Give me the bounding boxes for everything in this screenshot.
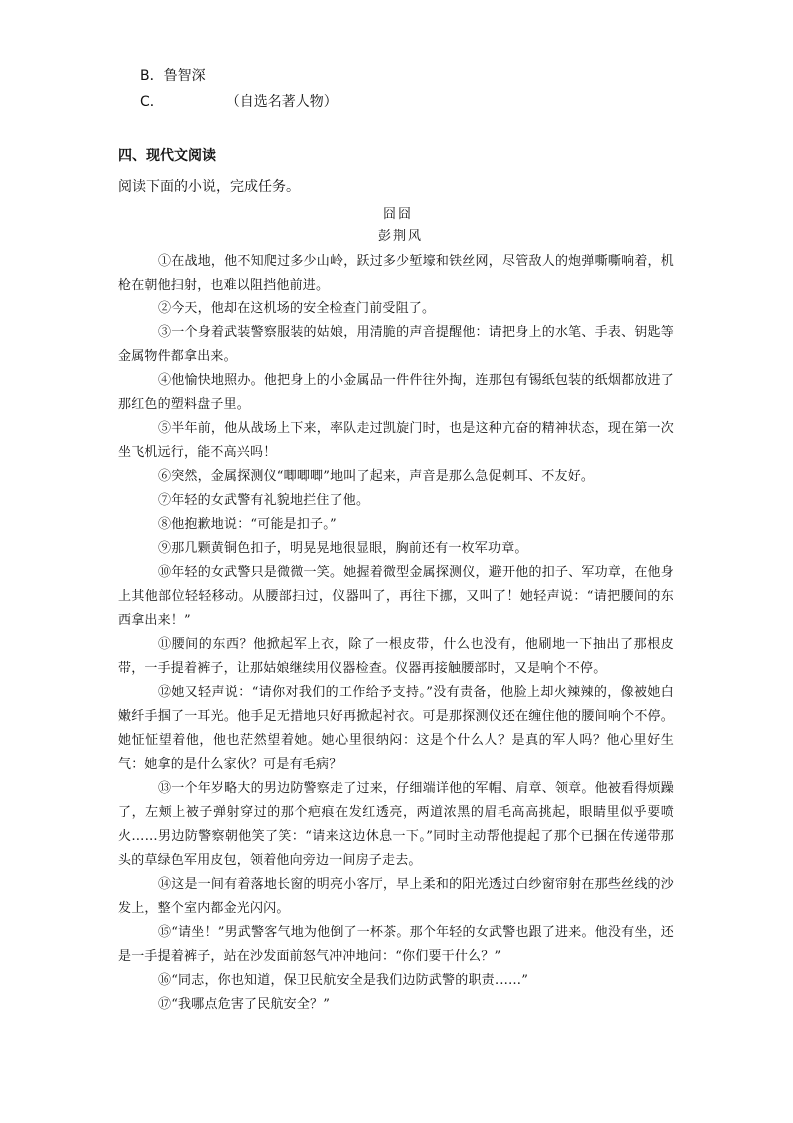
paragraph-1: ①在战地，他不知爬过多少山岭，跃过多少堑壕和铁丝网，尽管敌人的炮弹嘶嘶响着，机枪在朝他扫射，也难以阻挡他前进。	[118, 254, 674, 293]
paragraph-11: ⑪腰间的东西？他掀起军上衣，除了一根皮带，什么也没有，他刷地一下抽出了那根皮带，一手提着裤子，让那姑娘继续用仪器检查。仪器再接触腰部时，又是响个不停。	[118, 637, 674, 676]
paragraph-10: ⑩年轻的女武警只是微微一笑。她握着微型金属探测仪，避开他的扣子、军功章，在他身上其他部位轻轻移动。从腰部扫过，仪器叫了，再往下挪，又叫了！她轻声说：“请把腰间的东西拿出来！”	[118, 565, 674, 628]
paragraph-7: ⑦年轻的女武警有礼貌地拦住了他。	[158, 493, 370, 508]
story-author: 彭荆风	[378, 229, 424, 244]
paragraph-9: ⑨那几颗黄铜色扣子，明晃晃地很显眼，胸前还有一枚军功章。	[158, 541, 528, 556]
paragraph-5: ⑤半年前，他从战场上下来，率队走过凯旋门时，也是这种亢奋的精神状态，现在第一次坐飞机远行，能不高兴吗！	[118, 421, 674, 460]
paragraph-16: ⑯“同志，你也知道，保卫民航安全是我们边防武警的职责……”	[158, 973, 529, 988]
paragraph-15: ⑮“请坐！”男武警客气地为他倒了一杯茶。那个年轻的女武警也跟了进来。他没有坐，还是一手提着裤子，站在沙发面前怒气冲冲地问：“你们要干什么？”	[118, 925, 674, 964]
paragraph-6: ⑥突然，金属探测仪“唧唧唧”地叫了起来，声音是那么急促刺耳、不友好。	[158, 469, 595, 484]
paragraph-17: ⑰“我哪点危害了民航安全？”	[158, 997, 331, 1012]
story-title: 囧囧	[383, 207, 414, 222]
paragraph-3: ③一个身着武装警察服装的姑娘，用清脆的声音提醒他：请把身上的水笔、手表、钥匙等金属物件都拿出来。	[118, 325, 674, 364]
paragraph-2: ②今天，他却在这机场的安全检查门前受阻了。	[158, 301, 436, 316]
section-heading: 四、现代文阅读	[118, 148, 216, 164]
paragraph-8: ⑧他抱歉地说：“可能是扣子。”	[158, 517, 337, 532]
option-c-note: （自选名著人物）	[225, 94, 338, 110]
paragraph-12: ⑫她又轻声说：“请你对我们的工作给予支持。”没有责备，他脸上却火辣辣的，像被她白嫩纤手掴了一耳光。他手足无措地只好再掀起衬衣。可是那探测仪还在缠住他的腰间响个不停。她怔怔望着他，他也茫然望着她。她心里很纳闷：这是个什么人？是真的军人吗？他心里好生气：她拿的是什么家伙？可是有毛病？	[118, 685, 674, 772]
paragraph-13: ⑬一个年岁略大的男边防警察走了过来，仔细端详他的军帽、肩章、领章。他被看得烦躁了，左颊上被子弹射穿过的那个疤痕在发红透亮，两道浓黑的眉毛高高挑起，眼睛里似乎要喷火……男边防警察朝他笑了笑：“请来这边休息一下。”同时主动帮他提起了那个已捆在传递带那头的草绿色军用皮包，领着他向旁边一间房子走去。	[118, 781, 674, 868]
paragraph-14: ⑭这是一间有着落地长窗的明亮小客厅，早上柔和的阳光透过白纱窗帘射在那些丝线的沙发上，整个室内都金光闪闪。	[118, 877, 674, 916]
option-b: B．鲁智深	[140, 68, 206, 84]
option-c-label: C．	[140, 94, 164, 110]
option-c	[140, 92, 338, 112]
paragraph-4: ④他愉快地照办。他把身上的小金属品一件件往外掏，连那包有锡纸包装的纸烟都放进了那红色的塑料盘子里。	[118, 373, 674, 412]
reading-instruction: 阅读下面的小说，完成任务。	[118, 179, 300, 195]
